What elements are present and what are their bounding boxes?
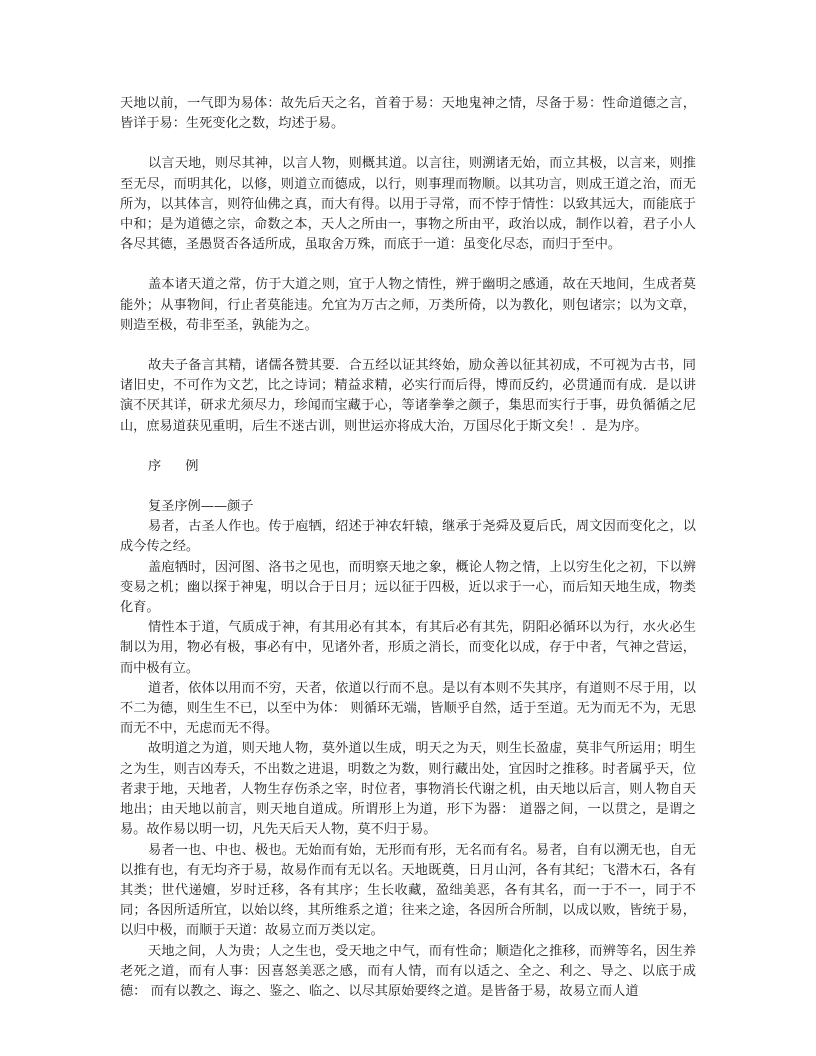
section-heading (120, 457, 696, 477)
section-subtitle: 复圣序例——颜子 (148, 499, 254, 515)
intro-paragraph-4: 故夫子备言其精，诸儒各赞其要．合五经以证其终始，励众善以征其初成，不可视为古书，同诸旧史，不可作为文艺，比之诗词；精益求精，必实行而后得，博而反约，必贯通而有成．是以讲演不厌其详，研求尤须尽力，珍闻而宝藏于心，等诸拳拳之颜子，集思而实行于事，毋负循循之尼山，庶易道获见重明，后生不迷古训，则世运亦将成大治，万国尽化于斯文矣！．是为序。 (120, 358, 696, 434)
section-paragraph-7: 天地之间，人为贵；人之生也，受天地之中气，而有性命；顺造化之推移，而辨等名，因生养老死之道，而有人事：因喜怒美恶之感，而有人情，而有以适之、全之、利之、导之、以底于成德： 而有以教之、诲之、鉴之、临之、以尽其原始要终之道。是皆备于易，故易立而人道 (120, 943, 696, 999)
section-heading-char-1: 序 (148, 458, 162, 474)
section-paragraph-5: 故明道之为道，则天地人物，莫外道以生成，明天之为天，则生长盈虚，莫非气所运用；明生之为生，则吉凶寿夭，不出数之进退，明数之为数，则行藏出处，宜因时之推移。时者属乎天，位者隶于地，天地者，人物生存伤杀之宰，时位者，事物消长代谢之机，由天地以后言，则人物自天地出；由天地以前言，则天地自道成。所谓形上为道，形下为器： 道器之间，一以贯之，是谓之易。故作易以明一切，凡先天后天人物，莫不归于易。 (120, 741, 696, 838)
section-paragraph-6: 易者一也、中也、极也。无始而有始，无形而有形，无名而有名。易者，自有以溯无也，自无以推有也，有无均齐于易，故易作而有无以名。天地既奠，日月山河，各有其纪；飞潜木石，各有其类；世代递嬗，岁时迁移，各有其序；生长收藏，盈绌美恶，各有其名，而一于不一，同于不同；各因所适所宜，以始以终，其所维系之道；往来之途，各因所合所制，以成以败，皆统于易，以归中极，而顺于天道：故易立而万类以定。 (120, 842, 696, 939)
section-paragraph-3: 情性本于道，气质成于神，有其用必有其本，有其后必有其先，阴阳必循环以为行，水火必生制以为用，物必有极，事必有中，见诸外者，形质之消长，而变化以成，存于中者，气神之营运，而中极有立。 (120, 620, 696, 676)
intro-paragraph-3: 盖本诸天道之常，仿于大道之则，宜于人物之情性，辨于幽明之感通，故在天地间，生成者莫能外；从事物间，行止者莫能违。允宜为万古之师，万类所倚，以为教化，则包诸宗；以为文章，则造至极，苟非至圣，孰能为之。 (120, 277, 696, 333)
section-paragraph-2: 盖庖牺时，因河图、洛书之见也，而明察天地之象，概论人物之情，上以穷生化之初，下以辨变易之机；幽以探于神鬼，明以合于日月；远以征于四极，近以求于一心，而后知天地生成，物类化育。 (120, 559, 696, 616)
document-body (120, 94, 696, 1002)
section-heading-char-2: 例 (185, 458, 199, 474)
section-paragraph-4: 道者，依体以用而不穷，天者，依道以行而不息。是以有本则不失其序，有道则不尽于用，以不二为德，则生生不已，以至中为体： 则循环无端，皆顺乎自然，适于至道。无为而无不为，无思而无不中，无虑而无不得。 (120, 680, 696, 737)
intro-paragraph-2: 以言天地，则尽其神，以言人物，则概其道。以言往，则溯诸无始，而立其极，以言来，则推至无尽，而明其化，以修，则道立而德成，以行，则事理而物顺。以其功言，则成王道之治，而无所为，以其体言，则符仙佛之真，而大有得。以用于寻常，而不悖于情性：以致其远大，而能底于中和；是为道德之宗，命数之本，天人之所由一，事物之所由平，政治以成，制作以着，君子小人各尽其德，圣愚贤否各适所成，虽取舍万殊，而底于一道：虽变化尽态，而归于至中。 (120, 156, 696, 253)
section-paragraph-1: 易者，古圣人作也。传于庖牺，绍述于神农轩辕，继承于尧舜及夏后氏，周文因而变化之，以成今传之经。 (120, 519, 696, 555)
intro-paragraph-1: 天地以前，一气即为易体：故先后天之名，首着于易：天地鬼神之情，尽备于易：性命道德之言，皆详于易：生死变化之数，均述于易。 (120, 96, 696, 132)
